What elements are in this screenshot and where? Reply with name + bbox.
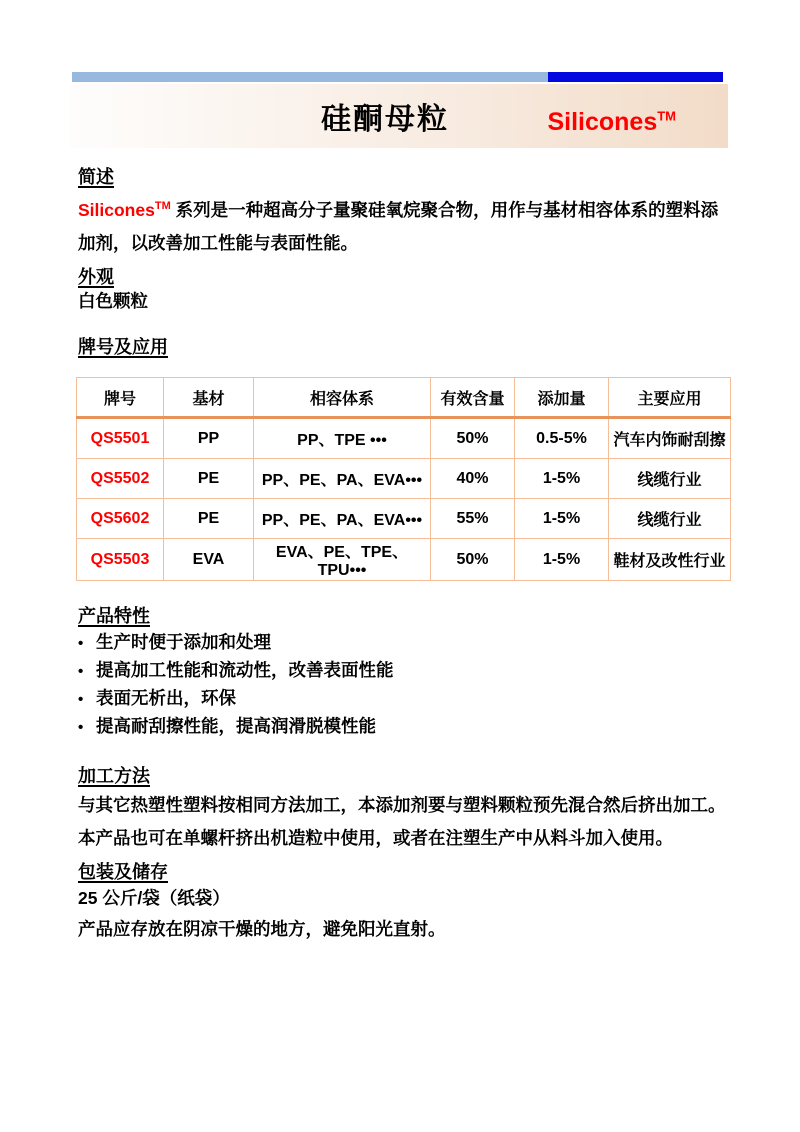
grade-cell: QS5501: [77, 418, 164, 459]
section-heading-processing: 加工方法: [78, 766, 150, 786]
grade-cell: QS5503: [77, 539, 164, 581]
table-cell: 线缆行业: [609, 499, 731, 539]
col-header-compatibility: 相容体系: [254, 378, 431, 418]
table-cell: PE: [164, 499, 254, 539]
section-heading-overview: 简述: [78, 167, 114, 187]
table-cell: 50%: [431, 418, 515, 459]
table-cell: 1-5%: [515, 499, 609, 539]
col-header-grade: 牌号: [77, 378, 164, 418]
feature-text: 表面无析出，环保: [96, 688, 236, 708]
list-item: [78, 685, 734, 713]
section-heading-appearance: 外观: [78, 267, 114, 287]
table-cell: 55%: [431, 499, 515, 539]
brand-logo: [547, 108, 676, 137]
page-title: 硅酮母粒: [321, 103, 449, 136]
trademark-symbol-inline: TM: [154, 200, 171, 212]
feature-text: 生产时便于添加和处理: [96, 632, 271, 652]
table-cell: 线缆行业: [609, 459, 731, 499]
table-cell: PP、TPE •••: [254, 418, 431, 459]
table-cell: PP、PE、PA、EVA•••: [254, 499, 431, 539]
title-banner: [70, 84, 728, 148]
table-cell: 1-5%: [515, 459, 609, 499]
table-cell: PE: [164, 459, 254, 499]
feature-text: 提高加工性能和流动性，改善表面性能: [96, 660, 394, 680]
features-list: [78, 629, 734, 741]
col-header-substrate: 基材: [164, 378, 254, 418]
table-row: [77, 459, 731, 499]
bullet-icon: •: [78, 663, 84, 680]
overview-paragraph: [78, 190, 734, 260]
table-row: [77, 539, 731, 581]
table-cell: 1-5%: [515, 539, 609, 581]
header-bar-light: [72, 72, 548, 82]
brand-name-inline: Silicones: [78, 199, 155, 220]
table-row: [77, 418, 731, 459]
feature-text: 提高耐刮擦性能，提高润滑脱模性能: [96, 716, 376, 736]
section-heading-packaging: 包装及储存: [78, 862, 168, 882]
brand-name: Silicones: [547, 108, 658, 136]
table-cell: 0.5-5%: [515, 418, 609, 459]
table-cell: 鞋材及改性行业: [609, 539, 731, 581]
bullet-icon: •: [78, 635, 84, 652]
table-cell: EVA: [164, 539, 254, 581]
bullet-icon: •: [78, 691, 84, 708]
table-cell: 汽车内饰耐刮擦: [609, 418, 731, 459]
col-header-application: 主要应用: [609, 378, 731, 418]
grades-table: [76, 377, 731, 581]
col-header-active-content: 有效含量: [431, 378, 515, 418]
grade-cell: QS5602: [77, 499, 164, 539]
list-item: [78, 657, 734, 685]
table-row: [77, 499, 731, 539]
table-cell: PP、PE、PA、EVA•••: [254, 459, 431, 499]
table-header-row: [77, 378, 731, 418]
list-item: [78, 713, 734, 741]
list-item: [78, 629, 734, 657]
table-cell: PP: [164, 418, 254, 459]
appearance-text: 白色颗粒: [78, 291, 148, 311]
overview-text: 系列是一种超高分子量聚硅氧烷聚合物，用作与基材相容体系的塑料添加剂，以改善加工性能与表面性能。: [78, 199, 719, 253]
table-cell: 50%: [431, 539, 515, 581]
processing-paragraph: 与其它热塑性塑料按相同方法加工，本添加剂要与塑料颗粒预先混合然后挤出加工。本产品也可在单螺杆挤出机造粒中使用，或者在注塑生产中从料斗加入使用。: [78, 795, 726, 848]
trademark-symbol: TM: [657, 108, 676, 124]
bullet-icon: •: [78, 719, 84, 736]
packaging-line2: 产品应存放在阴凉干燥的地方，避免阳光直射。: [78, 919, 446, 939]
header-bar-dark: [548, 72, 723, 82]
section-heading-features: 产品特性: [78, 606, 150, 626]
packaging-line1: 25 公斤/袋（纸袋）: [78, 888, 230, 908]
section-heading-grades: 牌号及应用: [78, 337, 168, 357]
grade-cell: QS5502: [77, 459, 164, 499]
table-cell: 40%: [431, 459, 515, 499]
table-cell: EVA、PE、TPE、TPU•••: [254, 539, 431, 581]
col-header-dosage: 添加量: [515, 378, 609, 418]
